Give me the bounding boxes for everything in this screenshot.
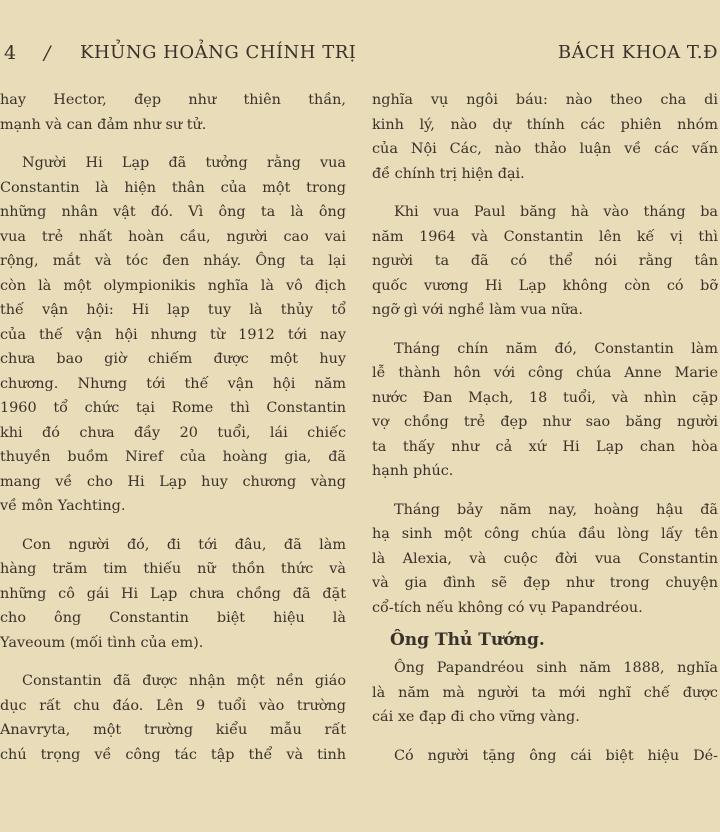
text-line: vua trẻ nhất hoàn cầu, người cao vai [0,228,346,245]
text-line: hạnh phúc. [372,463,454,479]
text-line: của Nội Các, nào thảo luận về các vấn [372,141,718,157]
paragraph [0,88,346,137]
text-line: thế vận hội: Hi lạp tuy là thủy tổ [0,302,346,318]
text-line: là Alexia, và cuộc đời vua Constantin [372,550,718,567]
text-line: ngỡ gì với nghề làm vua nữa. [372,302,583,318]
section-heading: Ông Thủ Tướng. [390,630,545,650]
text-line: kinh lý, nào dự thính các phiên nhóm [372,116,718,133]
text-line: nước Đan Mạch, 18 tuổi, và nhìn cặp [372,389,718,406]
text-line: ta thấy như cả xứ Hi Lạp chan hòa [372,438,718,455]
left-column [0,88,346,832]
text-line: mang về cho Hi Lạp huy chương vàng [0,473,346,490]
text-line: chưa bao giờ chiếm được một huy [0,351,346,367]
right-column [372,88,718,832]
page-number: 4 [4,42,17,64]
paragraph [0,151,346,519]
text-line: mạnh và can đảm như sư tử. [0,116,207,133]
text-line: Yaveoum (mối tình của em). [0,634,204,651]
text-line: cho ông Constantin biệt hiệu là [0,610,346,626]
page-header [0,42,720,72]
text-line: Tháng chín năm đó, Constantin làm [394,340,718,357]
paragraph [372,88,718,186]
text-line: những cô gái Hi Lạp chưa chồng đã đặt [0,585,346,602]
text-line: là năm mà người ta mới nghĩ chế được [372,684,718,701]
text-line: chương. Nhưng tới thế vận hội năm [0,375,346,392]
text-line: cái xe đạp đi cho vững vàng. [372,709,580,725]
text-line: những nhân vật đó. Vì ông ta là ông [0,204,346,220]
text-line: hàng trăm tim thiếu nữ thồn thức và [0,561,346,577]
article-title: KHỦNG HOẢNG CHÍNH TRỊ [80,42,357,63]
text-line: Có người tặng ông cái biệt hiệu Dé- [394,747,718,764]
text-line: còn là một olympionikis nghĩa là vô địch [0,277,346,294]
text-line: năm 1964 và Constantin lên kế vị thì [372,228,718,245]
text-line: quốc vương Hi Lạp không còn có bỡ [372,277,718,294]
text-line: người ta đã có thể nói rằng tân [372,253,718,269]
text-line: lễ thành hôn với công chúa Anne Marie [372,365,718,381]
text-line: cổ-tích nếu không có vụ Papandréou. [372,599,643,616]
text-line: nghĩa vụ ngôi báu: nào theo cha di [372,92,718,108]
text-line: vợ chồng trẻ đẹp như sao băng người [372,414,718,430]
text-line: khi đó chưa đầy 20 tuổi, lái chiếc [0,424,346,441]
paragraph [372,656,718,730]
paragraph [0,669,346,767]
text-line: Khi vua Paul băng hà vào tháng ba [394,204,718,220]
text-line: hay Hector, đẹp như thiên thần, [0,92,346,108]
text-line: Người Hi Lạp đã tưởng rằng vua [22,155,346,171]
text-line: của thế vận hội nhưng từ 1912 tới nay [0,326,346,343]
text-line: dục rất chu đáo. Lên 9 tuổi vào trường [0,697,346,714]
text-line: về môn Yachting. [0,498,126,514]
paragraph [372,337,718,484]
text-line: Ông Papandréou sinh năm 1888, nghĩa [394,660,718,676]
text-line: Con người đó, đi tới đâu, đã làm [22,536,346,553]
text-line: Constantin đã được nhận một nền giáo [22,673,346,689]
text-line: đề chính trị hiện đại. [372,165,525,182]
paragraph [372,744,718,769]
text-line: chú trọng về công tác tập thể và tinh [0,746,346,763]
text-line: Constantin là hiện thân của một trong [0,179,346,196]
text-line: Anavryta, một trường kiểu mẫu rất [0,722,346,738]
publication-name: BÁCH KHOA T.Đ [557,42,718,63]
header-separator: / [44,42,51,64]
paragraph [372,200,718,323]
text-line: thuyền buồm Niref của hoàng gia, đã [0,449,346,465]
text-line: rộng, mắt và tóc đen nháy. Ông ta lại [0,253,346,269]
text-line: và gia đình sẽ đẹp như trong chuyện [372,575,718,591]
text-line: 1960 tổ chức tại Rome thì Constantin [0,400,346,416]
paragraph [372,498,718,621]
text-line: hạ sinh một công chúa đầu lòng lấy tên [372,526,718,542]
text-line: Tháng bảy năm nay, hoàng hậu đã [394,501,718,518]
paragraph [0,533,346,656]
